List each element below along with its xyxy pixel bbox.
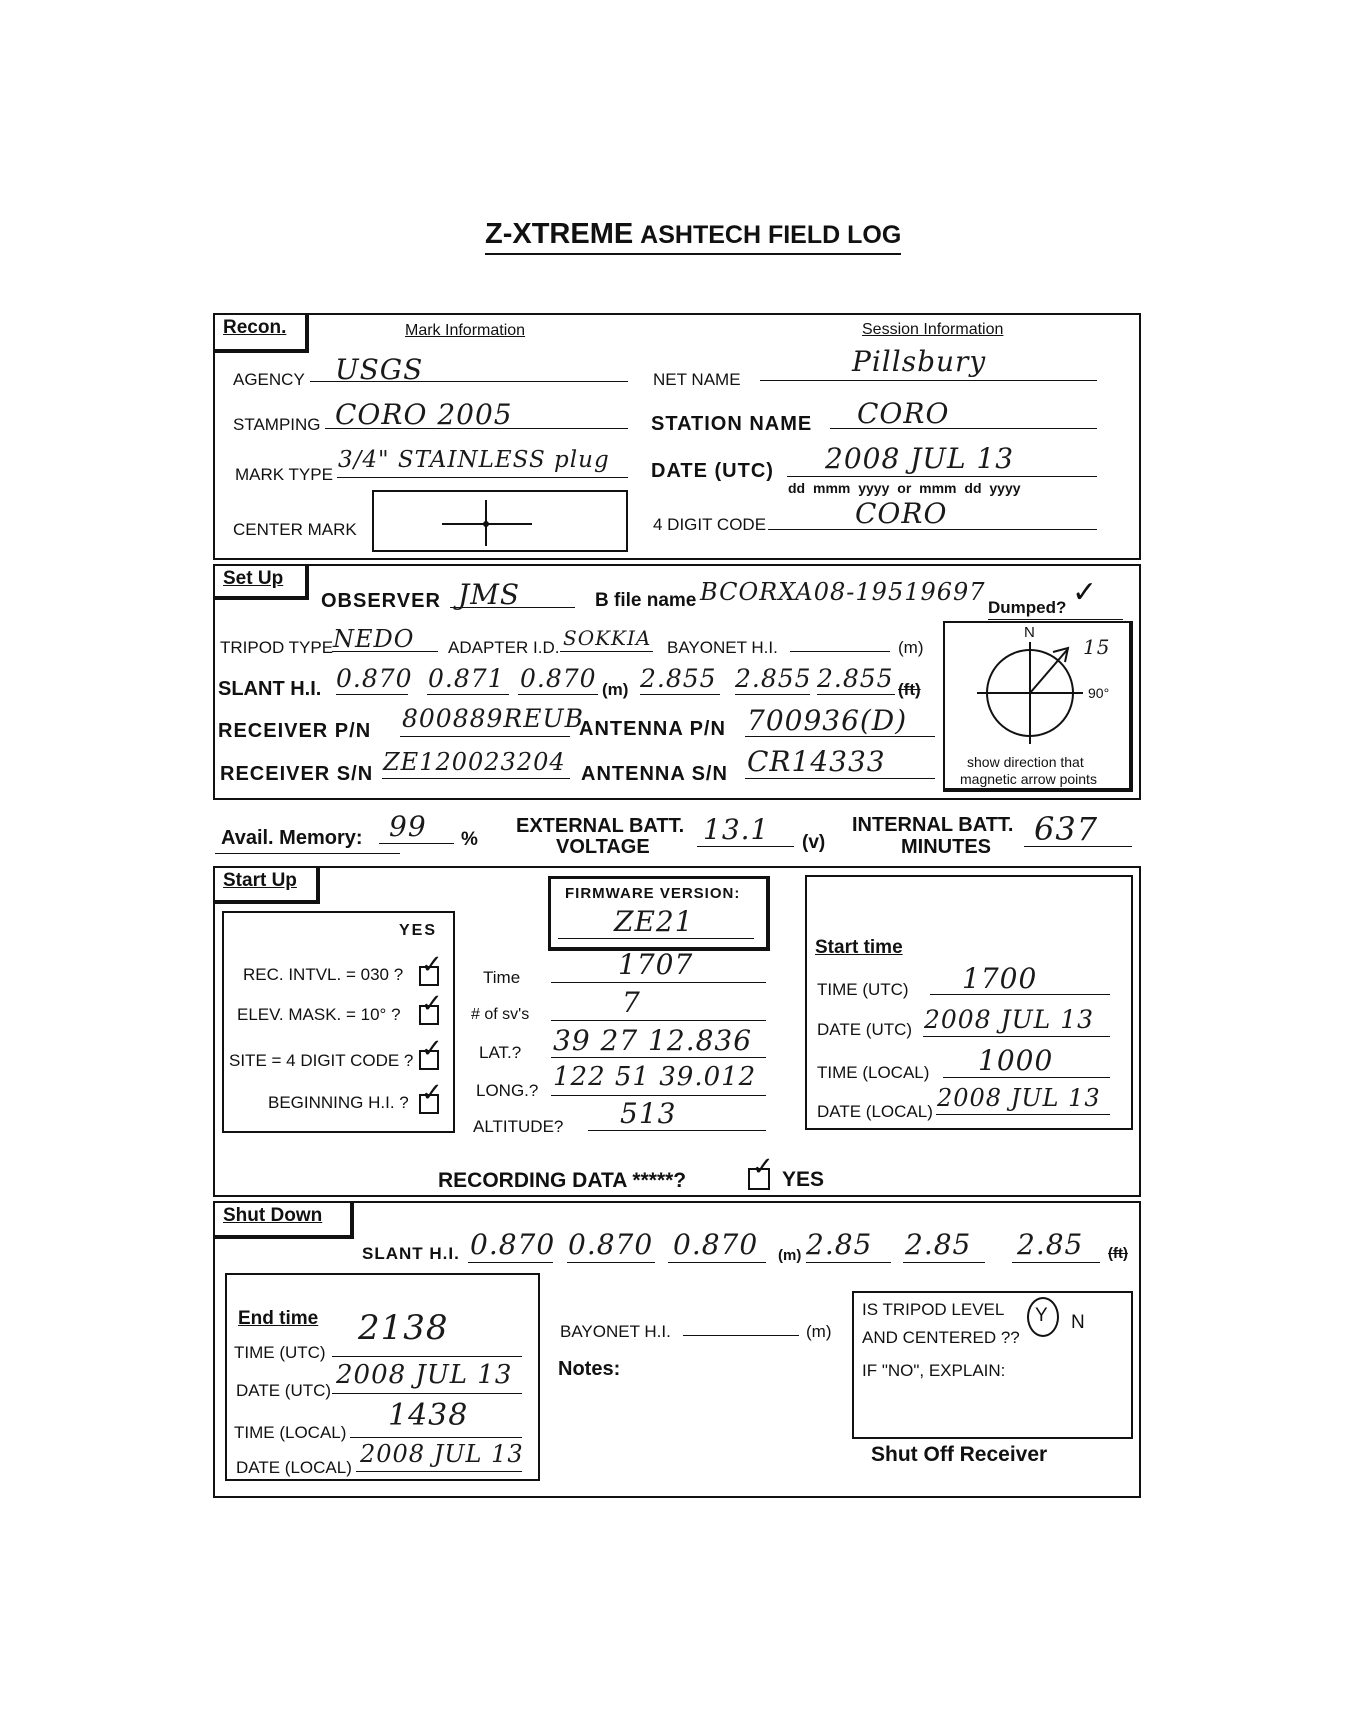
time-line bbox=[551, 982, 766, 983]
shutdown-slant-m1: 0.870 bbox=[470, 1228, 556, 1261]
end-time-utc-value: 2138 bbox=[358, 1308, 449, 1348]
start-time-utc-value: 1700 bbox=[962, 962, 1038, 995]
end-time-utc-label: TIME (UTC) bbox=[234, 1343, 326, 1362]
lat-label: LAT.? bbox=[479, 1043, 522, 1062]
ant-sn-value: CR14333 bbox=[747, 745, 886, 778]
rec-pn-label: RECEIVER P/N bbox=[218, 720, 372, 742]
end-time-local-value: 1438 bbox=[388, 1398, 469, 1433]
stamping-label: STAMPING bbox=[233, 415, 321, 434]
int-batt-value: 637 bbox=[1034, 810, 1099, 848]
rec-sn-line bbox=[382, 778, 570, 779]
observer-label: OBSERVER bbox=[321, 590, 441, 612]
mark-type-value: 3/4" STAINLESS plug bbox=[338, 447, 610, 473]
sv-value: 7 bbox=[622, 986, 641, 1019]
shutdown-slant-ft2: 2.85 bbox=[905, 1228, 972, 1261]
check-beginning-hi-mark: ✓ bbox=[421, 1078, 443, 1108]
mark-type-line bbox=[337, 477, 628, 478]
dumped-label: Dumped? bbox=[988, 598, 1067, 617]
shutdown-slant-m3-line bbox=[668, 1262, 766, 1263]
shutdown-slant-ft1-line bbox=[806, 1262, 891, 1263]
memory-unit: % bbox=[461, 829, 478, 850]
shutdown-slant-m2-line bbox=[567, 1262, 655, 1263]
code-label: 4 DIGIT CODE bbox=[653, 515, 767, 534]
tripod-level-n: N bbox=[1071, 1312, 1085, 1333]
recording-yes: YES bbox=[782, 1168, 825, 1191]
center-mark-label: CENTER MARK bbox=[233, 520, 357, 539]
notes-label: Notes: bbox=[558, 1358, 621, 1380]
end-date-utc-line bbox=[332, 1393, 522, 1394]
end-date-local-line bbox=[356, 1471, 522, 1472]
bayonet-line bbox=[790, 651, 890, 652]
start-date-utc-label: DATE (UTC) bbox=[817, 1020, 913, 1039]
check-site-mark: ✓ bbox=[421, 1034, 443, 1064]
slant-ft3-line bbox=[817, 694, 895, 695]
lat-value: 39 27 12.836 bbox=[553, 1024, 753, 1057]
check-elev-mask-label: ELEV. MASK. = 10° ? bbox=[237, 1005, 401, 1024]
slant-ft2: 2.855 bbox=[735, 664, 812, 693]
slant-ft1: 2.855 bbox=[640, 664, 717, 693]
startup-tag: Start Up bbox=[213, 866, 320, 904]
tripod-level-label-1: IS TRIPOD LEVEL bbox=[862, 1300, 1005, 1319]
firmware-value: ZE21 bbox=[614, 905, 694, 938]
dumped-checkmark: ✓ bbox=[1072, 575, 1098, 610]
station-name-value: CORO bbox=[857, 397, 950, 430]
end-date-utc-label: DATE (UTC) bbox=[236, 1381, 332, 1400]
shutdown-bayonet-line bbox=[683, 1335, 799, 1336]
adapter-value: SOKKIA bbox=[563, 626, 652, 650]
sv-label: # of sv's bbox=[471, 1006, 530, 1023]
check-rec-intvl-mark: ✓ bbox=[421, 950, 443, 980]
explain-label: IF "NO", EXPLAIN: bbox=[862, 1361, 1006, 1380]
end-time-heading: End time bbox=[238, 1308, 319, 1329]
station-name-label: STATION NAME bbox=[651, 413, 813, 435]
start-time-local-line bbox=[943, 1077, 1110, 1078]
end-time-local-line bbox=[350, 1437, 522, 1438]
long-value: 122 51 39.012 bbox=[553, 1062, 757, 1092]
start-time-heading: Start time bbox=[815, 937, 903, 958]
alt-line bbox=[588, 1130, 766, 1131]
net-name-line bbox=[760, 380, 1097, 381]
alt-label: ALTITUDE? bbox=[473, 1117, 564, 1136]
bayonet-unit: (m) bbox=[898, 638, 924, 657]
sv-line bbox=[551, 1020, 766, 1021]
bayonet-label: BAYONET H.I. bbox=[667, 638, 778, 657]
check-rec-intvl-label: REC. INTVL. = 030 ? bbox=[243, 965, 404, 984]
shutdown-slant-ft2-line bbox=[903, 1262, 985, 1263]
ant-pn-label: ANTENNA P/N bbox=[579, 718, 726, 740]
shutdown-unit-ft: (ft) bbox=[1108, 1245, 1128, 1262]
shutdown-slant-m1-line bbox=[468, 1262, 553, 1263]
start-date-local-value: 2008 JUL 13 bbox=[937, 1084, 1101, 1112]
bfile-label: B file name bbox=[595, 590, 697, 611]
alt-value: 513 bbox=[620, 1097, 677, 1130]
slant-label: SLANT H.I. bbox=[218, 678, 322, 700]
compass-caption-2: magnetic arrow points bbox=[960, 771, 1097, 787]
recon-tag: Recon. bbox=[213, 313, 309, 353]
end-time-utc-line bbox=[332, 1356, 522, 1357]
compass-90: 90° bbox=[1088, 685, 1110, 701]
code-value: CORO bbox=[855, 497, 948, 530]
session-info-heading: Session Information bbox=[862, 321, 1004, 338]
int-batt-label-1: INTERNAL BATT. bbox=[852, 814, 1014, 836]
ext-batt-value: 13.1 bbox=[703, 813, 770, 846]
recording-label: RECORDING DATA *****? bbox=[438, 1169, 687, 1192]
tripod-value: NEDO bbox=[333, 625, 415, 653]
start-time-local-label: TIME (LOCAL) bbox=[817, 1063, 930, 1082]
adapter-label: ADAPTER I.D. bbox=[448, 638, 560, 657]
long-label: LONG.? bbox=[476, 1081, 539, 1100]
stamping-value: CORO 2005 bbox=[335, 398, 513, 431]
end-date-utc-value: 2008 JUL 13 bbox=[336, 1360, 513, 1390]
slant-m1: 0.870 bbox=[336, 664, 413, 693]
firmware-label: FIRMWARE VERSION: bbox=[565, 885, 741, 902]
title-rest: ASHTECH FIELD LOG bbox=[640, 221, 902, 249]
start-date-local-label: DATE (LOCAL) bbox=[817, 1102, 933, 1121]
slant-m3-line bbox=[518, 694, 598, 695]
end-date-local-value: 2008 JUL 13 bbox=[360, 1440, 524, 1468]
compass-caption-1: show direction that bbox=[967, 754, 1084, 770]
slant-m2-line bbox=[427, 694, 509, 695]
mark-info-heading: Mark Information bbox=[405, 322, 526, 339]
ant-pn-value: 700936(D) bbox=[747, 704, 908, 737]
rec-pn-value: 800889REUB bbox=[402, 704, 584, 733]
slant-m3: 0.870 bbox=[520, 664, 597, 693]
compass-north: N bbox=[1024, 624, 1035, 641]
shutdown-tag: Shut Down bbox=[213, 1201, 354, 1239]
tripod-level-y: Y bbox=[1035, 1305, 1048, 1326]
tripod-level-label-2: AND CENTERED ?? bbox=[862, 1328, 1020, 1347]
checklist-yes-heading: YES bbox=[399, 922, 438, 939]
center-mark-box bbox=[372, 490, 628, 552]
int-batt-label-2: MINUTES bbox=[901, 836, 991, 858]
shutdown-unit-m: (m) bbox=[778, 1247, 802, 1264]
slant-ft1-line bbox=[640, 694, 720, 695]
shutdown-slant-ft1: 2.85 bbox=[806, 1228, 873, 1261]
form-title bbox=[485, 218, 901, 255]
ext-batt-unit: (v) bbox=[802, 832, 826, 853]
net-name-value: Pillsbury bbox=[852, 345, 987, 378]
check-beginning-hi-label: BEGINNING H.I. ? bbox=[268, 1093, 409, 1112]
agency-value: USGS bbox=[335, 353, 424, 386]
bfile-value: BCORXA08-19519697 bbox=[700, 578, 986, 606]
start-date-utc-value: 2008 JUL 13 bbox=[924, 1005, 1095, 1034]
dumped-line bbox=[988, 619, 1123, 620]
ext-batt-label-1: EXTERNAL BATT. bbox=[516, 815, 685, 837]
shut-off-receiver: Shut Off Receiver bbox=[871, 1443, 1048, 1466]
slant-ft2-line bbox=[735, 694, 810, 695]
slant-unit-ft: (ft) bbox=[898, 680, 921, 699]
shutdown-slant-ft3-line bbox=[1012, 1262, 1100, 1263]
shutdown-slant-m2: 0.870 bbox=[568, 1228, 654, 1261]
memory-value: 99 bbox=[389, 810, 427, 843]
memory-line bbox=[379, 843, 454, 844]
memory-label: Avail. Memory: bbox=[221, 827, 363, 849]
setup-tag: Set Up bbox=[213, 564, 309, 600]
recording-mark: ✓ bbox=[752, 1152, 774, 1182]
adapter-line bbox=[560, 651, 653, 652]
start-date-utc-line bbox=[923, 1036, 1110, 1037]
rec-sn-value: ZE120023204 bbox=[383, 748, 566, 776]
long-line bbox=[551, 1095, 766, 1096]
mark-type-label: MARK TYPE bbox=[235, 465, 333, 484]
observer-value: JMS bbox=[458, 578, 521, 611]
net-name-label: NET NAME bbox=[653, 370, 741, 389]
slant-ft3: 2.855 bbox=[817, 664, 894, 693]
slant-m1-line bbox=[336, 694, 408, 695]
compass-angle-note: 15 bbox=[1083, 635, 1111, 659]
rec-pn-line bbox=[400, 736, 570, 737]
ext-batt-label-2: VOLTAGE bbox=[556, 836, 650, 858]
date-label: DATE (UTC) bbox=[651, 460, 774, 482]
shutdown-slant-ft3: 2.85 bbox=[1017, 1228, 1084, 1261]
ant-sn-label: ANTENNA S/N bbox=[581, 763, 728, 785]
ext-batt-line bbox=[697, 846, 794, 847]
slant-m2: 0.871 bbox=[428, 664, 505, 693]
date-line bbox=[787, 476, 1097, 477]
end-time-local-label: TIME (LOCAL) bbox=[234, 1423, 347, 1442]
ant-sn-line bbox=[745, 778, 935, 779]
tripod-label: TRIPOD TYPE bbox=[220, 638, 334, 657]
lat-line bbox=[551, 1057, 766, 1058]
memory-underline bbox=[215, 853, 400, 854]
slant-unit-m: (m) bbox=[602, 680, 629, 699]
rec-sn-label: RECEIVER S/N bbox=[220, 763, 374, 785]
date-format-hint: dd mmm yyyy or mmm dd yyyy bbox=[788, 480, 1021, 496]
shutdown-slant-m3: 0.870 bbox=[673, 1228, 759, 1261]
title-brand: Z-XTREME bbox=[485, 218, 634, 250]
agency-label: AGENCY bbox=[233, 370, 305, 389]
center-mark-sketch-icon bbox=[374, 492, 626, 550]
shutdown-bayonet-label: BAYONET H.I. bbox=[560, 1322, 671, 1341]
check-elev-mask-mark: ✓ bbox=[421, 989, 443, 1019]
check-site-label: SITE = 4 DIGIT CODE ? bbox=[229, 1051, 414, 1070]
end-date-local-label: DATE (LOCAL) bbox=[236, 1458, 352, 1477]
firmware-line bbox=[558, 938, 754, 939]
time-value: 1707 bbox=[618, 948, 694, 981]
shutdown-slant-label: SLANT H.I. bbox=[362, 1244, 460, 1263]
start-time-local-value: 1000 bbox=[978, 1044, 1054, 1077]
date-value: 2008 JUL 13 bbox=[825, 442, 1015, 475]
time-label: Time bbox=[483, 968, 521, 987]
start-time-utc-label: TIME (UTC) bbox=[817, 980, 909, 999]
shutdown-bayonet-unit: (m) bbox=[806, 1322, 832, 1341]
start-date-local-line bbox=[936, 1114, 1110, 1115]
